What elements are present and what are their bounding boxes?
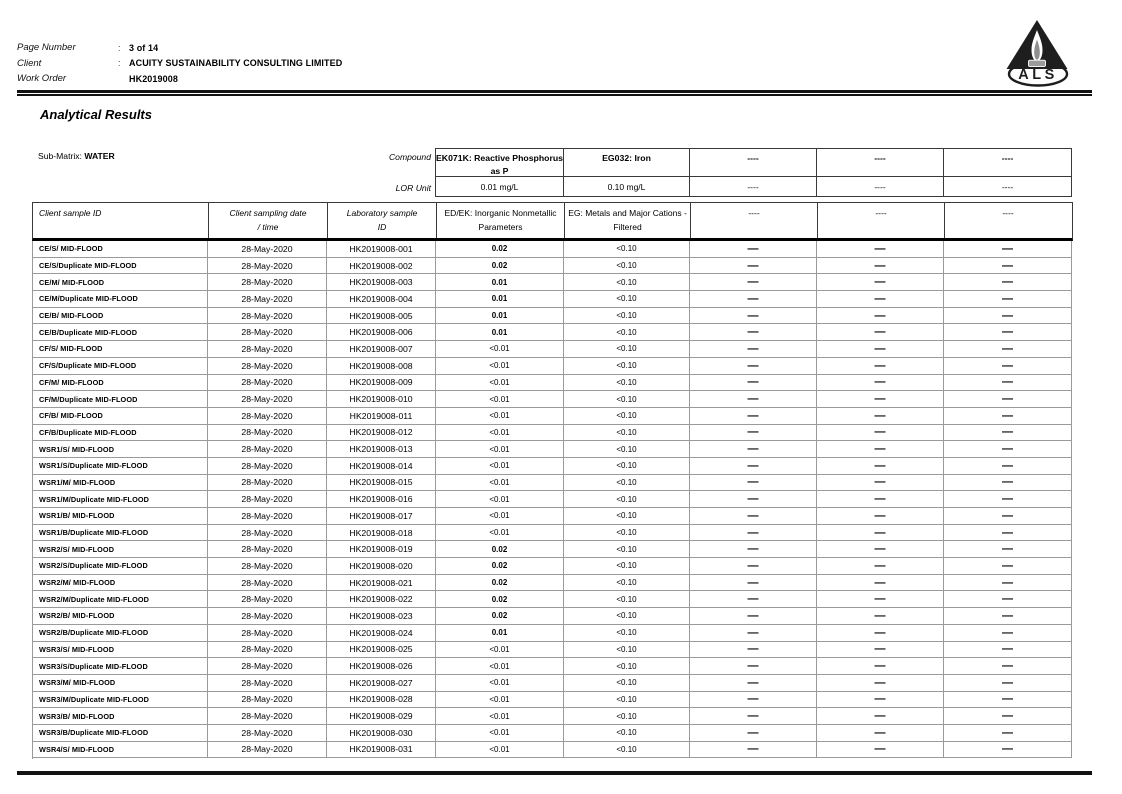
date-cell: 28-May-2020 <box>208 408 327 425</box>
lab-id-cell: HK2019008-003 <box>327 274 436 291</box>
iron-value-cell: <0.10 <box>564 508 690 525</box>
sample-id-cell: WSR2/B/Duplicate MID-FLOOD <box>33 625 208 642</box>
date-cell: 28-May-2020 <box>208 708 327 725</box>
sample-id-cell: WSR3/M/Duplicate MID-FLOOD <box>33 692 208 709</box>
empty-result-cell: — <box>944 608 1072 625</box>
sample-id-cell: CF/S/Duplicate MID-FLOOD <box>33 358 208 375</box>
empty-result-cell: — <box>944 742 1072 759</box>
lab-id-cell: HK2019008-010 <box>327 391 436 408</box>
empty-result-cell: — <box>690 324 817 341</box>
empty-result-cell: — <box>690 541 817 558</box>
date-cell: 28-May-2020 <box>208 558 327 575</box>
lab-id-cell: HK2019008-001 <box>327 241 436 258</box>
client-label: Client <box>17 57 42 69</box>
date-cell: 28-May-2020 <box>208 625 327 642</box>
date-cell: 28-May-2020 <box>208 575 327 592</box>
sample-id-cell: WSR3/B/ MID-FLOOD <box>33 708 208 725</box>
method-header-1: EG: Metals and Major Cations - Filtered <box>564 203 690 238</box>
sample-id-cell: CF/M/Duplicate MID-FLOOD <box>33 391 208 408</box>
analyte-compound-2: ---- <box>689 149 816 177</box>
empty-result-cell: — <box>817 508 944 525</box>
iron-value-cell: <0.10 <box>564 341 690 358</box>
iron-value-cell: <0.10 <box>564 658 690 675</box>
empty-result-cell: — <box>817 591 944 608</box>
phosphorus-value-cell: 0.02 <box>436 591 564 608</box>
empty-result-cell: — <box>944 425 1072 442</box>
lab-id-cell: HK2019008-004 <box>327 291 436 308</box>
empty-result-cell: — <box>690 358 817 375</box>
method-header-0: ED/EK: Inorganic Nonmetallic Parameters <box>436 203 564 238</box>
analyte-lor-3: ---- <box>816 177 943 196</box>
sample-id-cell: CF/B/Duplicate MID-FLOOD <box>33 425 208 442</box>
date-cell: 28-May-2020 <box>208 608 327 625</box>
date-cell: 28-May-2020 <box>208 458 327 475</box>
empty-result-cell: — <box>690 725 817 742</box>
phosphorus-value-cell: <0.01 <box>436 708 564 725</box>
phosphorus-value-cell: <0.01 <box>436 358 564 375</box>
empty-result-cell: — <box>690 608 817 625</box>
empty-result-cell: — <box>817 625 944 642</box>
date-cell: 28-May-2020 <box>208 525 327 542</box>
empty-result-cell: — <box>690 525 817 542</box>
empty-result-cell: — <box>944 725 1072 742</box>
phosphorus-value-cell: <0.01 <box>436 508 564 525</box>
empty-result-cell: — <box>817 575 944 592</box>
empty-result-cell: — <box>817 241 944 258</box>
lab-id-cell: HK2019008-022 <box>327 591 436 608</box>
date-cell: 28-May-2020 <box>208 341 327 358</box>
iron-value-cell: <0.10 <box>564 391 690 408</box>
date-cell: 28-May-2020 <box>208 742 327 759</box>
empty-result-cell: — <box>690 625 817 642</box>
phosphorus-value-cell: 0.02 <box>436 241 564 258</box>
method-header-3: ---- <box>817 203 944 238</box>
phosphorus-value-cell: <0.01 <box>436 642 564 659</box>
lab-id-cell: HK2019008-012 <box>327 425 436 442</box>
phosphorus-value-cell: <0.01 <box>436 692 564 709</box>
iron-value-cell: <0.10 <box>564 708 690 725</box>
sample-id-cell: CE/B/Duplicate MID-FLOOD <box>33 324 208 341</box>
phosphorus-value-cell: <0.01 <box>436 525 564 542</box>
empty-result-cell: — <box>944 458 1072 475</box>
iron-value-cell: <0.10 <box>564 725 690 742</box>
sample-id-cell: CE/S/Duplicate MID-FLOOD <box>33 258 208 275</box>
empty-result-cell: — <box>944 391 1072 408</box>
iron-value-cell: <0.10 <box>564 608 690 625</box>
empty-result-cell: — <box>690 475 817 492</box>
submatrix-line <box>38 151 115 161</box>
sample-id-cell: WSR2/M/ MID-FLOOD <box>33 575 208 592</box>
date-cell: 28-May-2020 <box>208 391 327 408</box>
iron-value-cell: <0.10 <box>564 441 690 458</box>
empty-result-cell: — <box>944 541 1072 558</box>
section-title: Analytical Results <box>40 107 152 122</box>
phosphorus-value-cell: 0.01 <box>436 308 564 325</box>
sample-id-cell: WSR1/M/Duplicate MID-FLOOD <box>33 491 208 508</box>
date-cell: 28-May-2020 <box>208 725 327 742</box>
date-cell: 28-May-2020 <box>208 274 327 291</box>
sample-id-cell: CE/S/ MID-FLOOD <box>33 241 208 258</box>
lab-id-cell: HK2019008-030 <box>327 725 436 742</box>
date-cell: 28-May-2020 <box>208 491 327 508</box>
empty-result-cell: — <box>944 558 1072 575</box>
date-cell: 28-May-2020 <box>208 441 327 458</box>
empty-result-cell: — <box>817 608 944 625</box>
sample-id-cell: WSR1/B/Duplicate MID-FLOOD <box>33 525 208 542</box>
empty-result-cell: — <box>944 591 1072 608</box>
iron-value-cell: <0.10 <box>564 358 690 375</box>
iron-value-cell: <0.10 <box>564 575 690 592</box>
lab-id-cell: HK2019008-023 <box>327 608 436 625</box>
iron-value-cell: <0.10 <box>564 408 690 425</box>
work-order-value: HK2019008 <box>129 73 178 84</box>
iron-value-cell: <0.10 <box>564 475 690 492</box>
lab-id-cell: HK2019008-018 <box>327 525 436 542</box>
lab-id-cell: HK2019008-011 <box>327 408 436 425</box>
empty-result-cell: — <box>690 441 817 458</box>
phosphorus-value-cell: <0.01 <box>436 458 564 475</box>
lab-id-cell: HK2019008-007 <box>327 341 436 358</box>
phosphorus-value-cell: <0.01 <box>436 391 564 408</box>
sample-id-cell: WSR3/M/ MID-FLOOD <box>33 675 208 692</box>
results-table <box>32 241 1073 759</box>
empty-result-cell: — <box>690 692 817 709</box>
empty-result-cell: — <box>690 642 817 659</box>
date-cell: 28-May-2020 <box>208 358 327 375</box>
date-cell: 28-May-2020 <box>208 324 327 341</box>
client-row <box>17 56 342 72</box>
empty-result-cell: — <box>690 508 817 525</box>
lab-id-cell: HK2019008-002 <box>327 258 436 275</box>
empty-result-cell: — <box>690 708 817 725</box>
empty-result-cell: — <box>817 341 944 358</box>
lab-id-cell: HK2019008-016 <box>327 491 436 508</box>
phosphorus-value-cell: 0.02 <box>436 541 564 558</box>
iron-value-cell: <0.10 <box>564 558 690 575</box>
analyte-compound-0: EK071K: Reactive Phosphorus as P <box>436 149 563 177</box>
empty-result-cell: — <box>817 525 944 542</box>
empty-result-cell: — <box>690 391 817 408</box>
empty-result-cell: — <box>944 675 1072 692</box>
date-cell: 28-May-2020 <box>208 291 327 308</box>
phosphorus-value-cell: 0.01 <box>436 291 564 308</box>
empty-result-cell: — <box>690 575 817 592</box>
als-logo-icon <box>990 8 1100 93</box>
empty-result-cell: — <box>944 241 1072 258</box>
phosphorus-value-cell: <0.01 <box>436 742 564 759</box>
empty-result-cell: — <box>690 658 817 675</box>
analyte-compound-1: EG032: Iron <box>563 149 689 177</box>
sample-id-cell: WSR1/S/ MID-FLOOD <box>33 441 208 458</box>
iron-value-cell: <0.10 <box>564 258 690 275</box>
empty-result-cell: — <box>817 408 944 425</box>
empty-result-cell: — <box>944 441 1072 458</box>
sample-id-cell: WSR1/M/ MID-FLOOD <box>33 475 208 492</box>
iron-value-cell: <0.10 <box>564 375 690 392</box>
empty-result-cell: — <box>944 642 1072 659</box>
empty-result-cell: — <box>817 692 944 709</box>
phosphorus-value-cell: <0.01 <box>436 491 564 508</box>
date-cell: 28-May-2020 <box>208 475 327 492</box>
empty-result-cell: — <box>817 475 944 492</box>
lab-id-cell: HK2019008-021 <box>327 575 436 592</box>
lab-id-cell: HK2019008-028 <box>327 692 436 709</box>
phosphorus-value-cell: <0.01 <box>436 475 564 492</box>
sample-id-cell: WSR1/S/Duplicate MID-FLOOD <box>33 458 208 475</box>
empty-result-cell: — <box>944 375 1072 392</box>
lab-id-cell: HK2019008-020 <box>327 558 436 575</box>
empty-result-cell: — <box>817 274 944 291</box>
analyte-header-grid <box>435 148 1072 197</box>
date-cell: 28-May-2020 <box>208 642 327 659</box>
lab-id-cell: HK2019008-027 <box>327 675 436 692</box>
iron-value-cell: <0.10 <box>564 541 690 558</box>
empty-result-cell: — <box>817 458 944 475</box>
empty-result-cell: — <box>690 591 817 608</box>
date-cell: 28-May-2020 <box>208 258 327 275</box>
empty-result-cell: — <box>690 341 817 358</box>
lab-id-cell: HK2019008-013 <box>327 441 436 458</box>
empty-result-cell: — <box>690 291 817 308</box>
lab-id-cell: HK2019008-006 <box>327 324 436 341</box>
empty-result-cell: — <box>690 241 817 258</box>
lab-id-cell: HK2019008-025 <box>327 642 436 659</box>
empty-result-cell: — <box>817 425 944 442</box>
iron-value-cell: <0.10 <box>564 642 690 659</box>
lab-id-cell: HK2019008-026 <box>327 658 436 675</box>
submatrix-label: Sub-Matrix: <box>38 151 82 161</box>
empty-result-cell: — <box>817 441 944 458</box>
empty-result-cell: — <box>944 291 1072 308</box>
iron-value-cell: <0.10 <box>564 692 690 709</box>
empty-result-cell: — <box>690 375 817 392</box>
sample-id-cell: WSR2/S/ MID-FLOOD <box>33 541 208 558</box>
empty-result-cell: — <box>690 408 817 425</box>
date-cell: 28-May-2020 <box>208 375 327 392</box>
sample-id-cell: WSR2/B/ MID-FLOOD <box>33 608 208 625</box>
analyte-compound-3: ---- <box>816 149 943 177</box>
sample-id-cell: CE/M/ MID-FLOOD <box>33 274 208 291</box>
empty-result-cell: — <box>944 508 1072 525</box>
method-header-4: ---- <box>944 203 1071 238</box>
footer-divider-rule <box>17 771 1092 775</box>
work-order-label: Work Order <box>17 73 67 85</box>
empty-result-cell: — <box>944 258 1072 275</box>
phosphorus-value-cell: <0.01 <box>436 408 564 425</box>
empty-result-cell: — <box>944 274 1072 291</box>
als-logo <box>990 8 1100 98</box>
lab-id-cell: HK2019008-008 <box>327 358 436 375</box>
sample-id-cell: CF/S/ MID-FLOOD <box>33 341 208 358</box>
empty-result-cell: — <box>944 324 1072 341</box>
empty-result-cell: — <box>944 575 1072 592</box>
phosphorus-value-cell: 0.02 <box>436 258 564 275</box>
sample-id-cell: WSR1/B/ MID-FLOOD <box>33 508 208 525</box>
empty-result-cell: — <box>944 475 1072 492</box>
phosphorus-value-cell: 0.02 <box>436 558 564 575</box>
lab-id-cell: HK2019008-005 <box>327 308 436 325</box>
date-cell: 28-May-2020 <box>208 692 327 709</box>
lab-id-cell: HK2019008-029 <box>327 708 436 725</box>
phosphorus-value-cell: <0.01 <box>436 425 564 442</box>
empty-result-cell: — <box>944 491 1072 508</box>
date-cell: 28-May-2020 <box>208 541 327 558</box>
phosphorus-value-cell: 0.01 <box>436 274 564 291</box>
phosphorus-value-cell: 0.01 <box>436 324 564 341</box>
iron-value-cell: <0.10 <box>564 625 690 642</box>
analyte-lor-4: ---- <box>943 177 1071 196</box>
iron-value-cell: <0.10 <box>564 291 690 308</box>
page-number-value: 3 of 14 <box>129 42 159 53</box>
empty-result-cell: — <box>690 308 817 325</box>
lab-id-cell: HK2019008-017 <box>327 508 436 525</box>
sample-id-cell: CF/M/ MID-FLOOD <box>33 375 208 392</box>
column-header-row <box>32 202 1073 241</box>
sample-id-cell: CE/M/Duplicate MID-FLOOD <box>33 291 208 308</box>
id-header-1: Client sampling date / time <box>208 203 327 238</box>
phosphorus-value-cell: <0.01 <box>436 675 564 692</box>
id-header-2: Laboratory sample ID <box>327 203 436 238</box>
iron-value-cell: <0.10 <box>564 525 690 542</box>
submatrix-value: WATER <box>84 151 115 161</box>
phosphorus-value-cell: <0.01 <box>436 375 564 392</box>
empty-result-cell: — <box>690 425 817 442</box>
empty-result-cell: — <box>817 708 944 725</box>
lab-id-cell: HK2019008-014 <box>327 458 436 475</box>
iron-value-cell: <0.10 <box>564 308 690 325</box>
date-cell: 28-May-2020 <box>208 241 327 258</box>
iron-value-cell: <0.10 <box>564 274 690 291</box>
empty-result-cell: — <box>944 358 1072 375</box>
page-header-block <box>17 40 342 87</box>
method-header-2: ---- <box>690 203 817 238</box>
empty-result-cell: — <box>690 458 817 475</box>
date-cell: 28-May-2020 <box>208 658 327 675</box>
iron-value-cell: <0.10 <box>564 591 690 608</box>
empty-result-cell: — <box>944 408 1072 425</box>
analyte-lor-2: ---- <box>689 177 816 196</box>
empty-result-cell: — <box>817 558 944 575</box>
lab-id-cell: HK2019008-019 <box>327 541 436 558</box>
sample-id-cell: WSR3/S/Duplicate MID-FLOOD <box>33 658 208 675</box>
empty-result-cell: — <box>817 725 944 742</box>
client-colon: : <box>118 58 121 69</box>
empty-result-cell: — <box>817 391 944 408</box>
lab-id-cell: HK2019008-015 <box>327 475 436 492</box>
empty-result-cell: — <box>817 258 944 275</box>
empty-result-cell: — <box>817 742 944 759</box>
als-logo-text: ALS <box>1018 67 1058 83</box>
header-divider-rule <box>17 90 1092 96</box>
page-number-row <box>17 40 342 56</box>
analyte-compound-4: ---- <box>943 149 1071 177</box>
empty-result-cell: — <box>817 291 944 308</box>
empty-result-cell: — <box>690 742 817 759</box>
empty-result-cell: — <box>944 658 1072 675</box>
empty-result-cell: — <box>690 258 817 275</box>
empty-result-cell: — <box>944 341 1072 358</box>
empty-result-cell: — <box>944 308 1072 325</box>
sample-id-cell: WSR2/S/Duplicate MID-FLOOD <box>33 558 208 575</box>
empty-result-cell: — <box>817 358 944 375</box>
sample-id-cell: WSR3/S/ MID-FLOOD <box>33 642 208 659</box>
sample-id-cell: CF/B/ MID-FLOOD <box>33 408 208 425</box>
sample-id-cell: WSR4/S/ MID-FLOOD <box>33 742 208 759</box>
phosphorus-value-cell: 0.02 <box>436 608 564 625</box>
empty-result-cell: — <box>944 625 1072 642</box>
empty-result-cell: — <box>690 558 817 575</box>
date-cell: 28-May-2020 <box>208 508 327 525</box>
iron-value-cell: <0.10 <box>564 458 690 475</box>
lor-unit-row-label: LOR Unit <box>395 183 431 193</box>
empty-result-cell: — <box>690 274 817 291</box>
sample-id-cell: CE/B/ MID-FLOOD <box>33 308 208 325</box>
analyte-lor-1: 0.10 mg/L <box>563 177 689 196</box>
lab-id-cell: HK2019008-024 <box>327 625 436 642</box>
phosphorus-value-cell: <0.01 <box>436 441 564 458</box>
iron-value-cell: <0.10 <box>564 742 690 759</box>
date-cell: 28-May-2020 <box>208 591 327 608</box>
empty-result-cell: — <box>817 541 944 558</box>
client-value: ACUITY SUSTAINABILITY CONSULTING LIMITED <box>129 58 343 69</box>
empty-result-cell: — <box>944 692 1072 709</box>
id-header-0: Client sample ID <box>39 208 102 218</box>
phosphorus-value-cell: <0.01 <box>436 658 564 675</box>
empty-result-cell: — <box>944 525 1072 542</box>
iron-value-cell: <0.10 <box>564 675 690 692</box>
page-number-colon: : <box>118 42 121 53</box>
phosphorus-value-cell: <0.01 <box>436 725 564 742</box>
iron-value-cell: <0.10 <box>564 241 690 258</box>
date-cell: 28-May-2020 <box>208 308 327 325</box>
sample-id-cell: WSR3/B/Duplicate MID-FLOOD <box>33 725 208 742</box>
analyte-lor-0: 0.01 mg/L <box>480 181 519 192</box>
date-cell: 28-May-2020 <box>208 425 327 442</box>
empty-result-cell: — <box>944 708 1072 725</box>
empty-result-cell: — <box>817 642 944 659</box>
sample-id-cell: WSR2/M/Duplicate MID-FLOOD <box>33 591 208 608</box>
iron-value-cell: <0.10 <box>564 425 690 442</box>
lab-id-cell: HK2019008-031 <box>327 742 436 759</box>
empty-result-cell: — <box>690 675 817 692</box>
iron-value-cell: <0.10 <box>564 324 690 341</box>
empty-result-cell: — <box>817 308 944 325</box>
date-cell: 28-May-2020 <box>208 675 327 692</box>
empty-result-cell: — <box>817 375 944 392</box>
empty-result-cell: — <box>817 658 944 675</box>
compound-row-label: Compound <box>388 152 431 162</box>
iron-value-cell: <0.10 <box>564 491 690 508</box>
empty-result-cell: — <box>817 491 944 508</box>
empty-result-cell: — <box>817 324 944 341</box>
page-number-label: Page Number <box>17 42 76 54</box>
phosphorus-value-cell: 0.02 <box>436 575 564 592</box>
phosphorus-value-cell: <0.01 <box>436 341 564 358</box>
lab-id-cell: HK2019008-009 <box>327 375 436 392</box>
empty-result-cell: — <box>690 491 817 508</box>
phosphorus-value-cell: 0.01 <box>436 625 564 642</box>
empty-result-cell: — <box>817 675 944 692</box>
work-order-row <box>17 71 342 87</box>
